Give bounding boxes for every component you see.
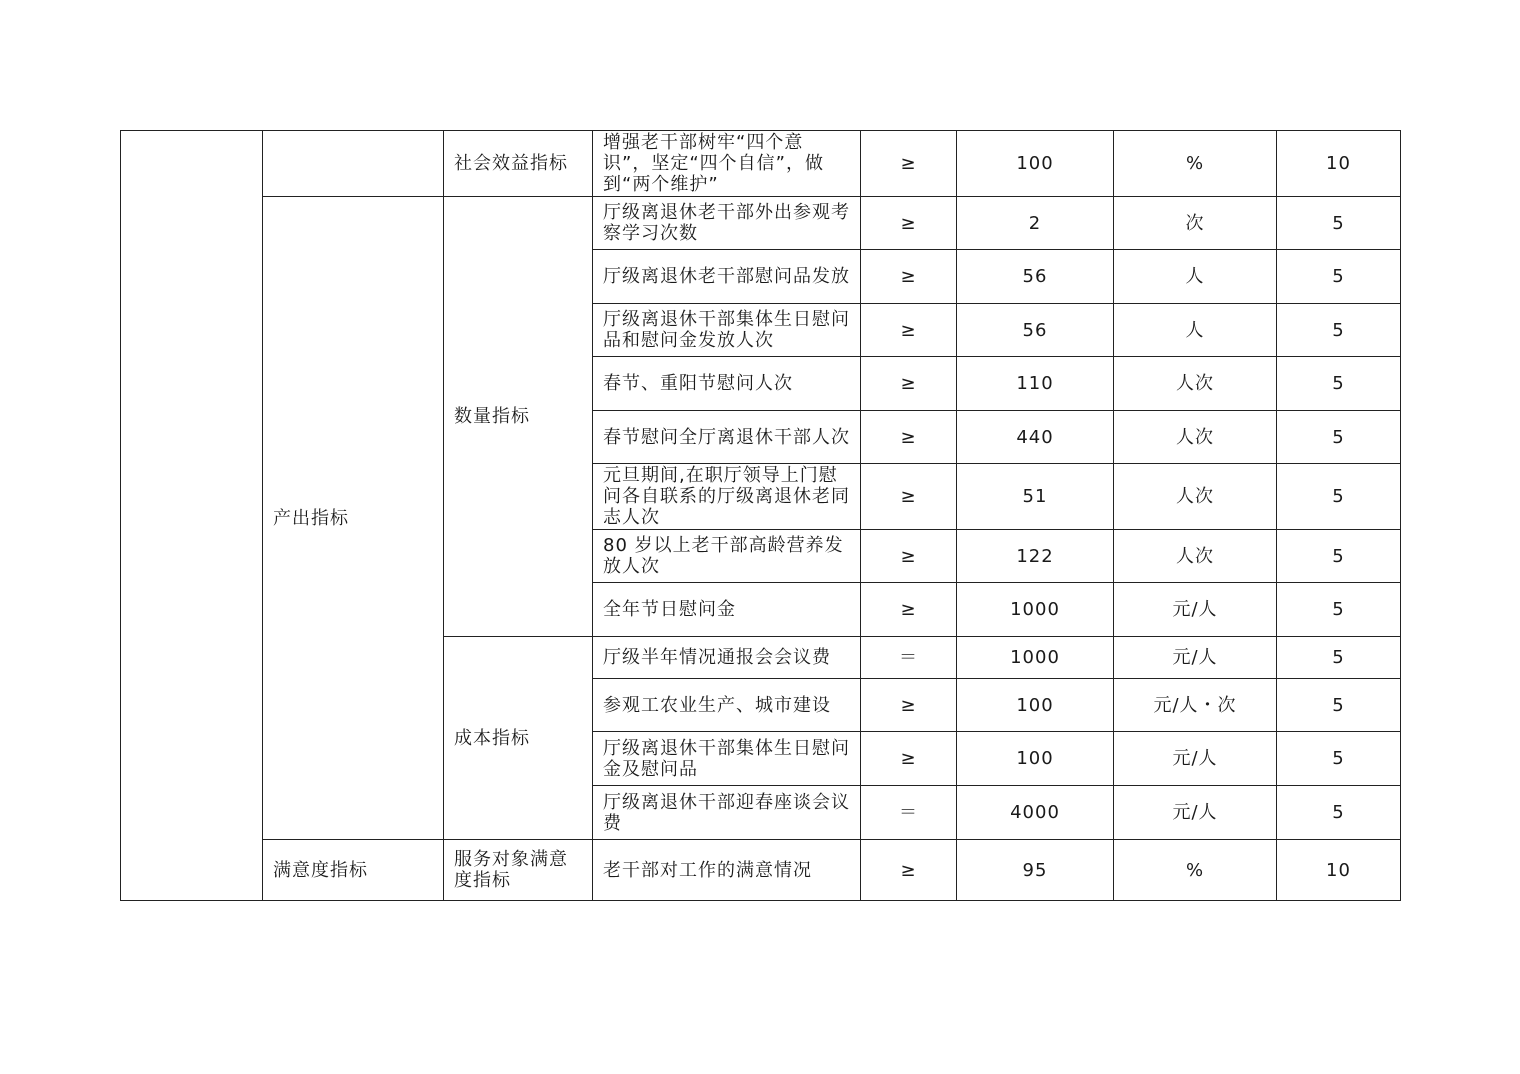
table-row [121, 131, 1401, 197]
section-cell-empty [263, 131, 444, 197]
table-row [121, 840, 1401, 901]
operator-cell: ≥ [861, 840, 957, 901]
score-cell: 5 [1277, 464, 1401, 530]
score-cell: 5 [1277, 637, 1401, 679]
indicator-cell: 春节、重阳节慰问人次 [593, 357, 861, 411]
operator-cell: ≥ [861, 732, 957, 786]
indicator-cell: 增强老干部树牢“四个意识”，坚定“四个自信”，做到“两个维护” [593, 131, 861, 197]
indicator-cell: 全年节日慰问金 [593, 583, 861, 637]
unit-cell: 次 [1114, 197, 1277, 250]
value-cell: 56 [957, 304, 1114, 357]
value-cell: 1000 [957, 583, 1114, 637]
value-cell: 110 [957, 357, 1114, 411]
unit-cell: % [1114, 840, 1277, 901]
sub-indicator-satisfaction: 服务对象满意度指标 [444, 840, 593, 901]
indicator-cell: 老干部对工作的满意情况 [593, 840, 861, 901]
unit-cell: 元/人・次 [1114, 679, 1277, 732]
table-row [121, 197, 1401, 250]
unit-cell: 人次 [1114, 411, 1277, 464]
value-cell: 56 [957, 250, 1114, 304]
score-cell: 5 [1277, 786, 1401, 840]
section-satisfaction: 满意度指标 [263, 840, 444, 901]
operator-cell: ≥ [861, 679, 957, 732]
operator-cell: ≥ [861, 250, 957, 304]
value-cell: 4000 [957, 786, 1114, 840]
value-cell: 122 [957, 530, 1114, 583]
operator-cell: ＝ [861, 637, 957, 679]
value-cell: 100 [957, 131, 1114, 197]
sub-indicator-social: 社会效益指标 [444, 131, 593, 197]
value-cell: 95 [957, 840, 1114, 901]
unit-cell: 人 [1114, 304, 1277, 357]
indicator-cell: 参观工农业生产、城市建设 [593, 679, 861, 732]
operator-cell: ≥ [861, 530, 957, 583]
score-cell: 5 [1277, 679, 1401, 732]
unit-cell: 元/人 [1114, 583, 1277, 637]
unit-cell: 人次 [1114, 464, 1277, 530]
section-output: 产出指标 [263, 197, 444, 840]
operator-cell: ≥ [861, 357, 957, 411]
performance-indicator-table [120, 130, 1401, 901]
unit-cell: 人次 [1114, 357, 1277, 411]
sub-indicator-quantity: 数量指标 [444, 197, 593, 637]
indicator-cell: 春节慰问全厅离退休干部人次 [593, 411, 861, 464]
score-cell: 5 [1277, 197, 1401, 250]
operator-cell: ≥ [861, 583, 957, 637]
indicator-cell: 厅级离退休老干部慰问品发放 [593, 250, 861, 304]
indicator-cell: 厅级离退休干部迎春座谈会议费 [593, 786, 861, 840]
unit-cell: 元/人 [1114, 732, 1277, 786]
score-cell: 5 [1277, 304, 1401, 357]
score-cell: 5 [1277, 530, 1401, 583]
indicator-cell: 厅级离退休干部集体生日慰问品和慰问金发放人次 [593, 304, 861, 357]
indicator-cell: 厅级半年情况通报会会议费 [593, 637, 861, 679]
value-cell: 51 [957, 464, 1114, 530]
sub-indicator-cost: 成本指标 [444, 637, 593, 840]
score-cell: 5 [1277, 250, 1401, 304]
operator-cell: ≥ [861, 131, 957, 197]
unit-cell: 人 [1114, 250, 1277, 304]
indicator-cell: 厅级离退休老干部外出参观考察学习次数 [593, 197, 861, 250]
value-cell: 440 [957, 411, 1114, 464]
score-cell: 5 [1277, 732, 1401, 786]
operator-cell: ≥ [861, 464, 957, 530]
score-cell: 5 [1277, 411, 1401, 464]
score-cell: 10 [1277, 840, 1401, 901]
value-cell: 100 [957, 679, 1114, 732]
score-cell: 10 [1277, 131, 1401, 197]
score-cell: 5 [1277, 583, 1401, 637]
operator-cell: ≥ [861, 197, 957, 250]
operator-cell: ＝ [861, 786, 957, 840]
value-cell: 100 [957, 732, 1114, 786]
unit-cell: 人次 [1114, 530, 1277, 583]
unit-cell: 元/人 [1114, 786, 1277, 840]
indicator-cell: 80 岁以上老干部高龄营养发放人次 [593, 530, 861, 583]
unit-cell: 元/人 [1114, 637, 1277, 679]
value-cell: 1000 [957, 637, 1114, 679]
operator-cell: ≥ [861, 304, 957, 357]
value-cell: 2 [957, 197, 1114, 250]
category-cell-empty [121, 131, 263, 901]
operator-cell: ≥ [861, 411, 957, 464]
indicator-cell: 元旦期间,在职厅领导上门慰问各自联系的厅级离退休老同志人次 [593, 464, 861, 530]
indicator-cell: 厅级离退休干部集体生日慰问金及慰问品 [593, 732, 861, 786]
score-cell: 5 [1277, 357, 1401, 411]
unit-cell: % [1114, 131, 1277, 197]
